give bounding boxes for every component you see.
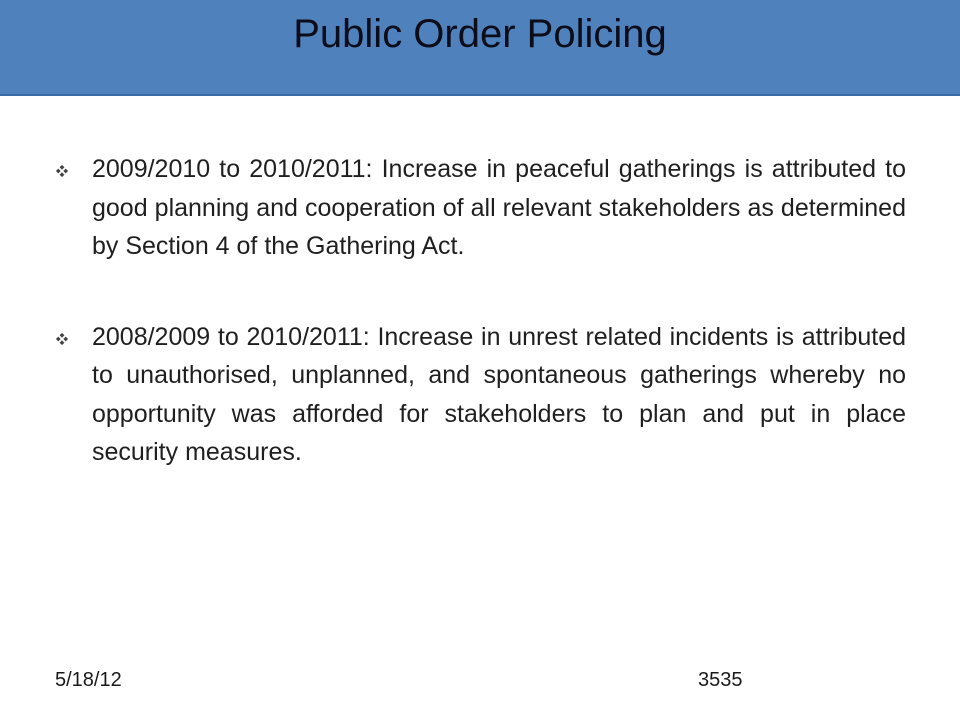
slide-title: Public Order Policing	[293, 12, 667, 56]
bullet-text: 2009/2010 to 2010/2011: Increase in peaceful gatherings is attributed to good planning and cooperation of all relevant stakeholders as determined by Section 4 of the Gathering Act.	[92, 155, 906, 260]
bullet-item	[56, 318, 906, 472]
slide-number: 3535	[698, 669, 743, 691]
diamond-bullet-icon	[56, 165, 68, 177]
title-bar	[0, 0, 960, 96]
bullet-item	[56, 150, 906, 266]
bullet-list	[56, 150, 906, 472]
diamond-bullet-icon	[56, 333, 68, 345]
bullet-text: 2008/2009 to 2010/2011: Increase in unrest related incidents is attributed to unauthorised, unplanned, and spontaneous gatherings whereby no opportunity was afforded for stakeholders to plan and put in place security measures.	[92, 322, 906, 466]
footer-date: 5/18/12	[55, 669, 122, 691]
